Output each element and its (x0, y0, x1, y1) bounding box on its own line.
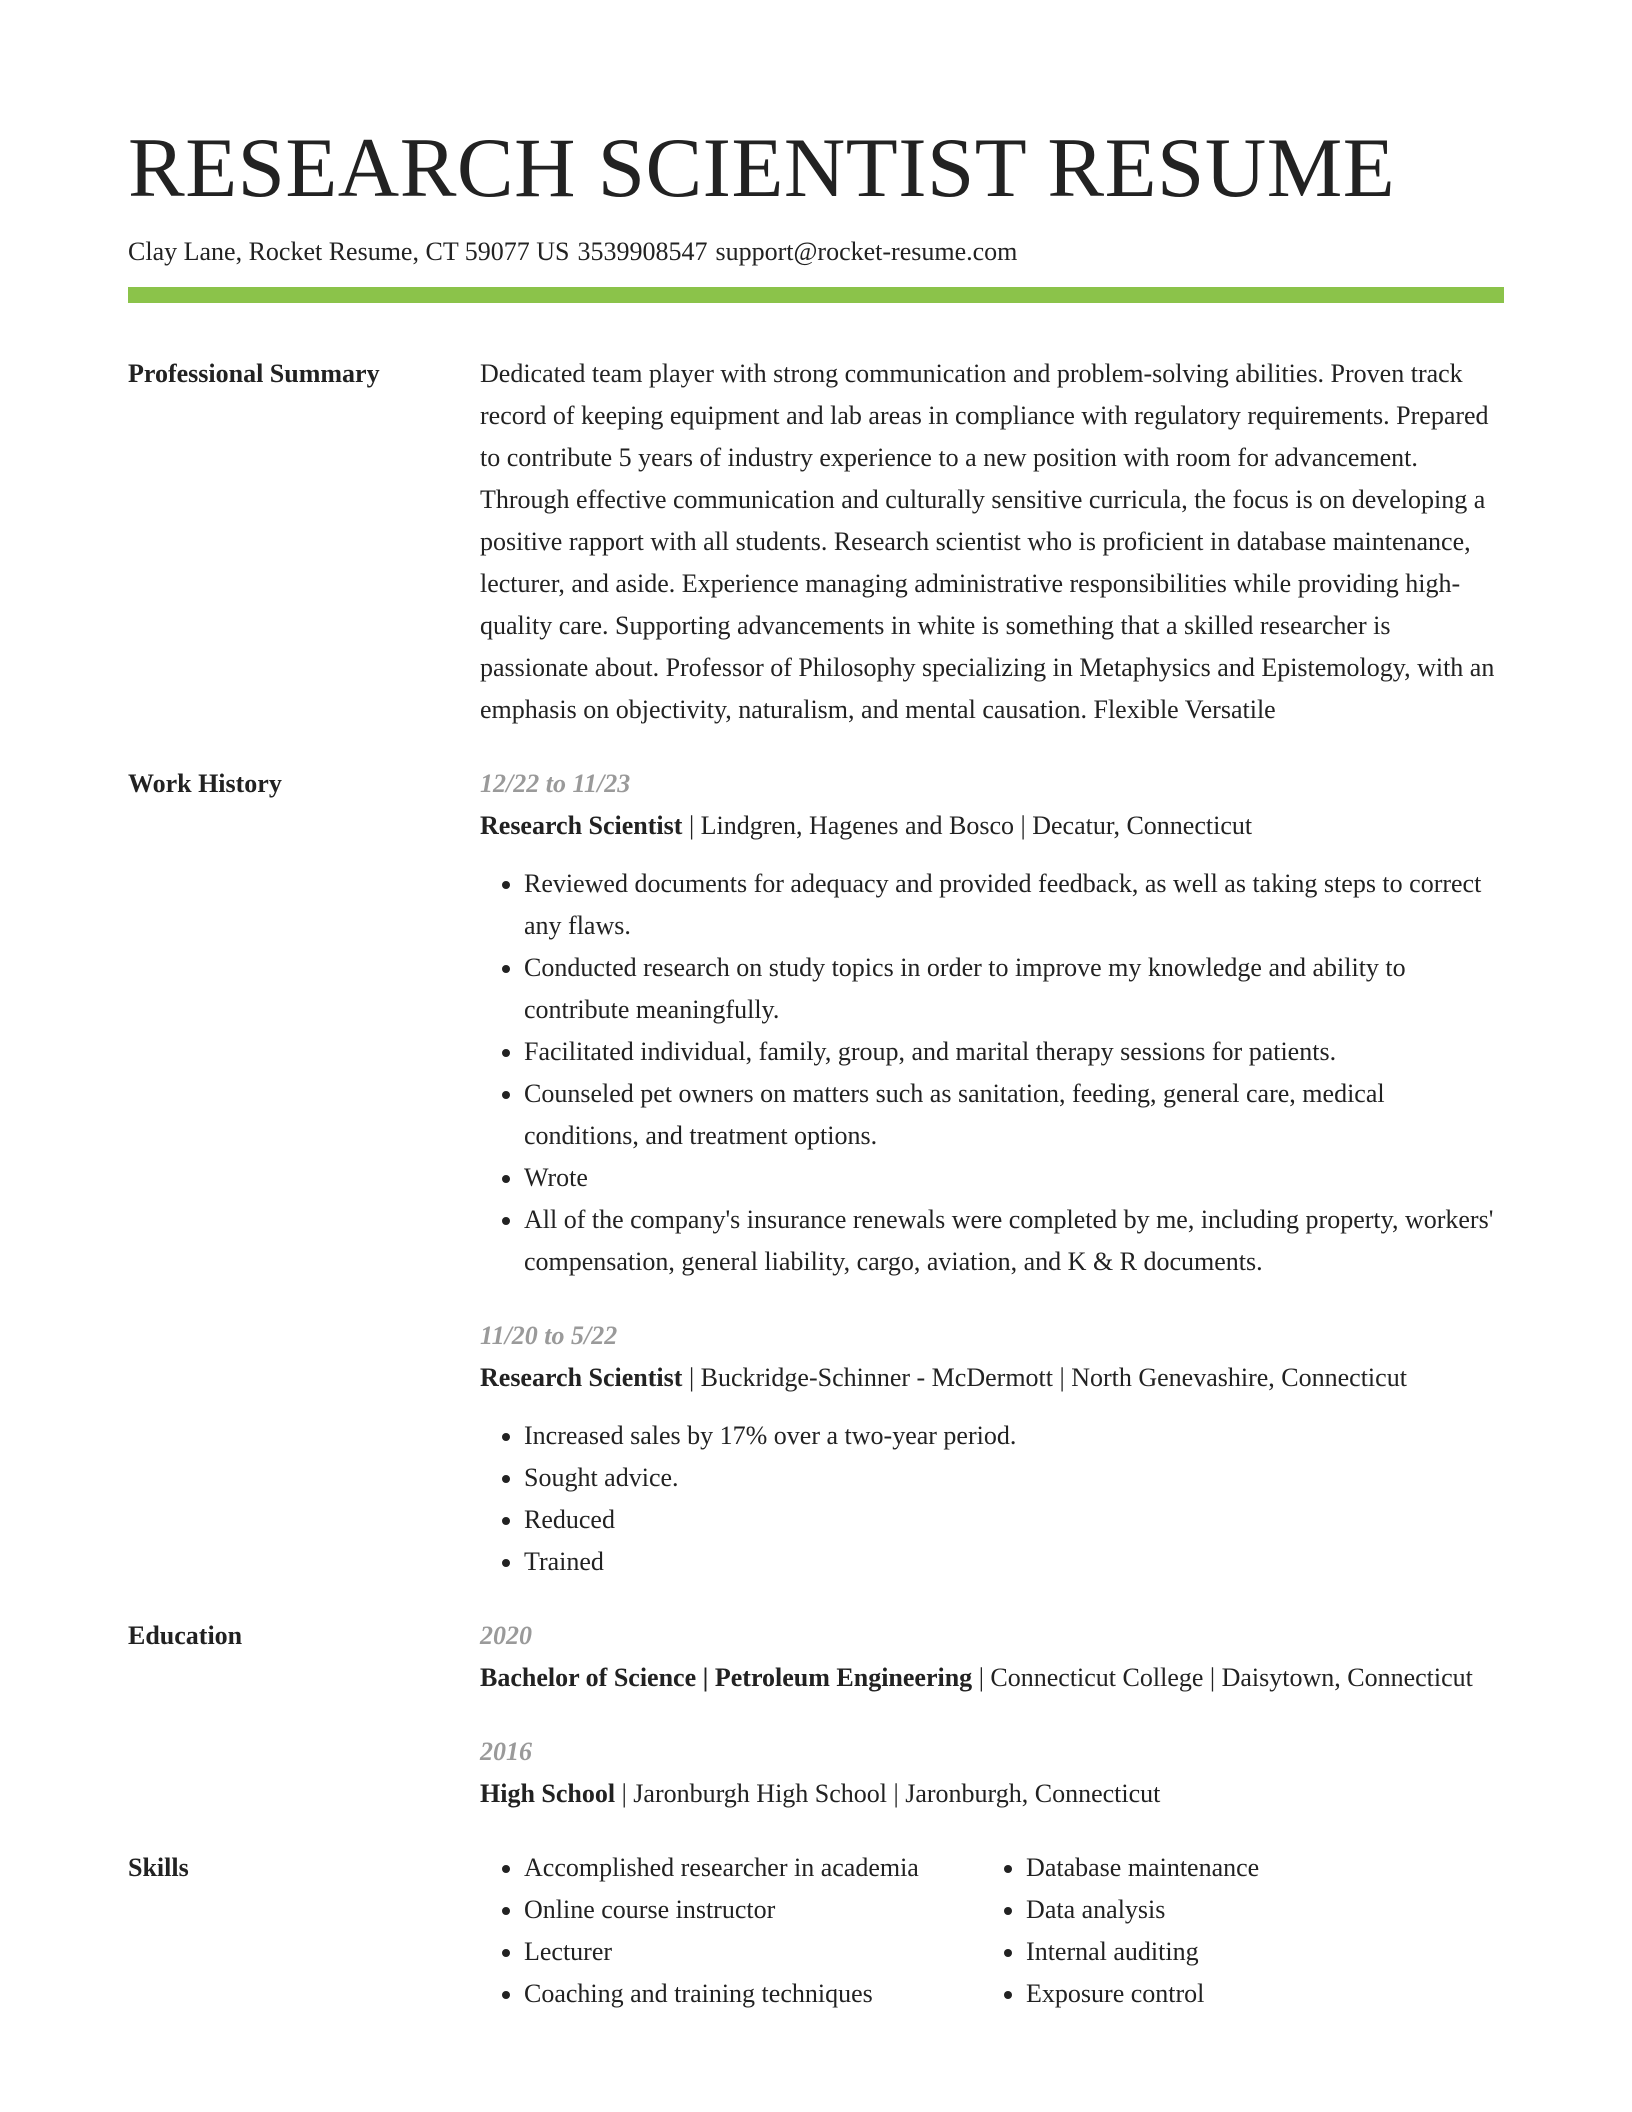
job-bullet: • Counseled pet owners on matters such as sanitation, feeding, general care, medical conditions, and treatment options. (524, 1073, 1504, 1157)
contact-phone: 3539908547 (577, 237, 708, 266)
summary-heading: Professional Summary (128, 359, 380, 388)
job-bullet: • Trained (524, 1541, 1504, 1583)
job-bullet: • Wrote (524, 1157, 1504, 1199)
education-heading-line (480, 1657, 1504, 1699)
work-history-heading: Work History (128, 769, 282, 798)
job-bullets (480, 863, 1504, 1283)
job-bullets (480, 1415, 1504, 1583)
job-title: Research Scientist (480, 1363, 683, 1392)
education-year: 2020 (480, 1621, 532, 1650)
work-history-section (128, 731, 1504, 1583)
job-heading (480, 1357, 1504, 1399)
education-section (128, 1583, 1504, 1815)
education-body (480, 1615, 1504, 1815)
skill-item: • Data analysis (1026, 1889, 1504, 1931)
skill-item: • Accomplished researcher in academia (524, 1847, 982, 1889)
education-heading-line (480, 1773, 1504, 1815)
education-details: | Jaronburgh High School | Jaronburgh, Connecticut (615, 1779, 1161, 1808)
job-bullet: • Sought advice. (524, 1457, 1504, 1499)
education-degree: High School (480, 1779, 616, 1808)
header-divider (128, 287, 1504, 303)
job-entry (480, 763, 1504, 1283)
job-dates: 11/20 to 5/22 (480, 1321, 618, 1350)
skills-heading: Skills (128, 1853, 189, 1882)
job-bullet: • Reduced (524, 1499, 1504, 1541)
contact-line (128, 236, 1504, 268)
job-details: | Lindgren, Hagenes and Bosco | Decatur, Connecticut (682, 811, 1253, 840)
work-history-body (480, 763, 1504, 1583)
skills-list-left (480, 1847, 982, 2015)
contact-email[interactable]: support@rocket-resume.com (715, 237, 1018, 266)
resume-page (128, 0, 1504, 2015)
job-bullet: • Conducted research on study topics in order to improve my knowledge and ability to contribute meaningfully. (524, 947, 1504, 1031)
education-entry (480, 1615, 1504, 1699)
job-entry (480, 1315, 1504, 1583)
education-entry (480, 1731, 1504, 1815)
skills-columns (480, 1847, 1504, 2015)
job-dates: 12/22 to 11/23 (480, 769, 631, 798)
skill-item: • Internal auditing (1026, 1931, 1504, 1973)
summary-text: Dedicated team player with strong communication and problem-solving abilities. Proven track record of keeping equipment and lab areas in compliance with regulatory requirements. Prepared to contribute 5 years of industry experience to a new position with room for advancement. Through effective communication and culturally sensitive curricula, the focus is on developing a positive rapport with all students. Research scientist who is proficient in database maintenance, lecturer, and aside. Experience managing administrative responsibilities while providing high-quality care. Supporting advancements in white is something that a skilled researcher is passionate about. Professor of Philosophy specializing in Metaphysics and Epistemology, with an emphasis on objectivity, naturalism, and mental causation. Flexible Versatile (480, 359, 1495, 724)
skill-item: • Online course instructor (524, 1889, 982, 1931)
job-bullet: • Reviewed documents for adequacy and provided feedback, as well as taking steps to correct any flaws. (524, 863, 1504, 947)
skill-item: • Lecturer (524, 1931, 982, 1973)
resume-title: RESEARCH SCIENTIST RESUME (128, 121, 1396, 215)
education-heading: Education (128, 1621, 243, 1650)
job-heading (480, 805, 1504, 847)
skill-item: • Database maintenance (1026, 1847, 1504, 1889)
summary-section (128, 303, 1504, 731)
education-degree: Bachelor of Science | Petroleum Engineering (480, 1663, 973, 1692)
job-bullet: • All of the company's insurance renewals were completed by me, including property, workers' compensation, general liability, cargo, aviation, and K & R documents. (524, 1199, 1504, 1283)
education-year: 2016 (480, 1737, 532, 1766)
education-details: | Connecticut College | Daisytown, Connecticut (972, 1663, 1473, 1692)
job-title: Research Scientist (480, 811, 683, 840)
job-details: | Buckridge-Schinner - McDermott | North Genevashire, Connecticut (682, 1363, 1407, 1392)
skill-item: • Exposure control (1026, 1973, 1504, 2015)
job-bullet: • Increased sales by 17% over a two-year period. (524, 1415, 1504, 1457)
summary-body (480, 353, 1504, 731)
contact-address: Clay Lane, Rocket Resume, CT 59077 US (128, 237, 570, 266)
skills-body (480, 1847, 1504, 2015)
skill-item: • Coaching and training techniques (524, 1973, 982, 2015)
skills-section (128, 1815, 1504, 2015)
job-bullet: • Facilitated individual, family, group, and marital therapy sessions for patients. (524, 1031, 1504, 1073)
skills-list-right (982, 1847, 1504, 2015)
